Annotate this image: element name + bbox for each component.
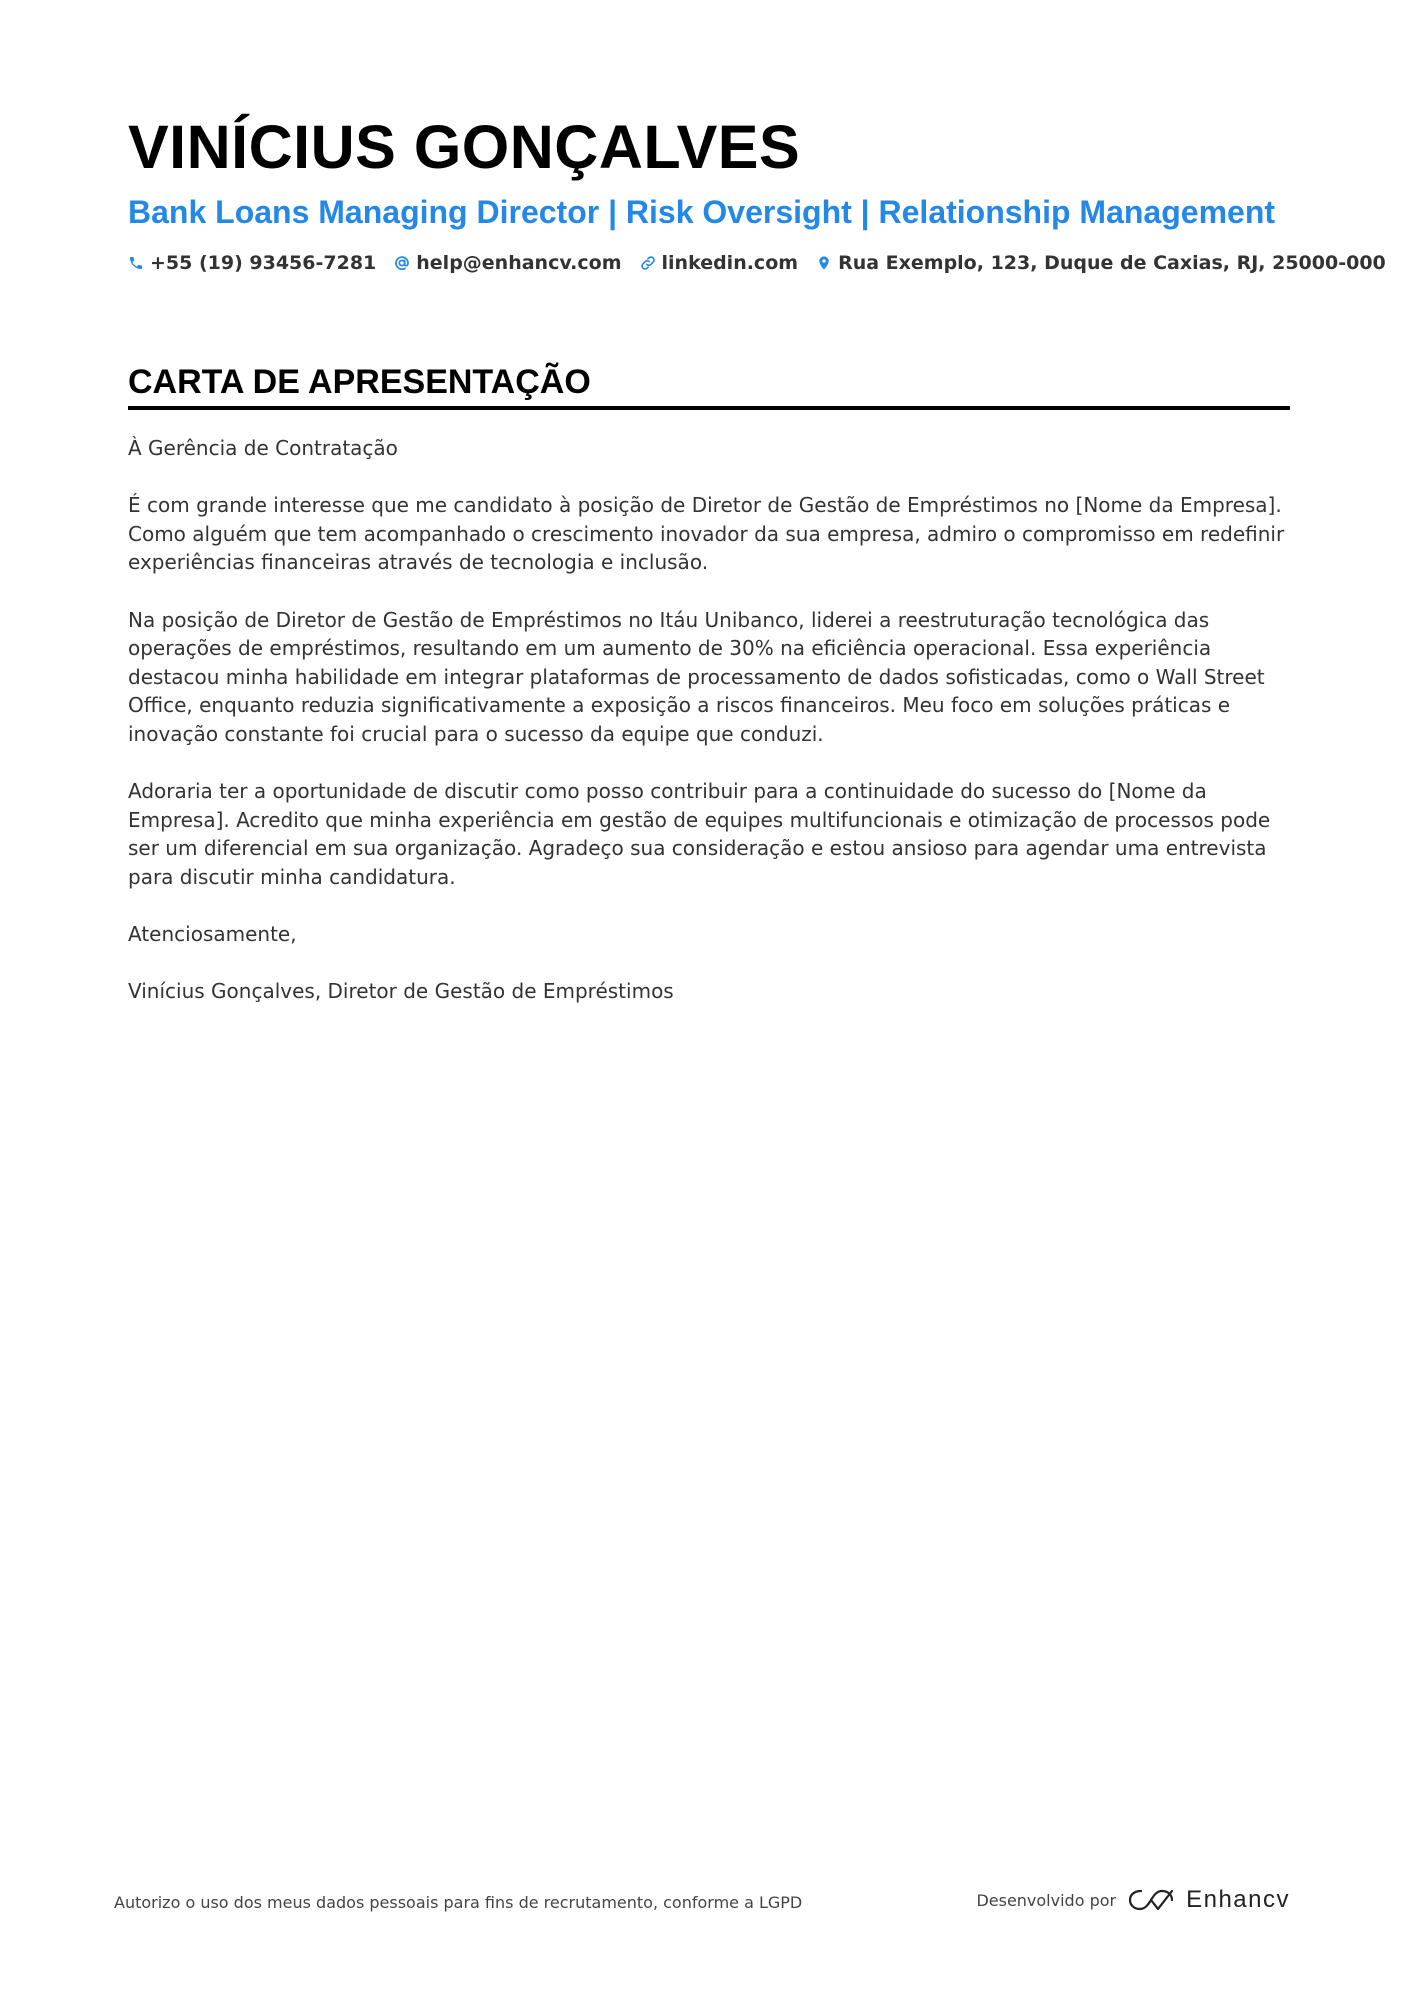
contact-address [816,252,1386,274]
contact-email-text: help@enhancv.com [416,252,622,274]
candidate-name: VINÍCIUS GONÇALVES [128,113,801,181]
consent-note: Autorizo o uso dos meus dados pessoais para fins de recrutamento, conforme a LGPD [114,1893,803,1912]
contact-email[interactable] [394,252,621,274]
section-title: CARTA DE APRESENTAÇÃO [128,360,1290,410]
at-icon [394,255,410,271]
cover-letter-page [128,112,1386,1034]
location-pin-icon [816,255,832,271]
professional-headline: Bank Loans Managing Director | Risk Oversight | Relationship Management [128,194,1276,230]
enhancv-logo-icon [1128,1887,1174,1913]
contact-bar [128,252,1386,274]
powered-by[interactable] [976,1886,1290,1914]
phone-icon [128,255,144,271]
contact-linkedin-text: linkedin.com [661,252,799,274]
letter-salutation: À Gerência de Contratação [128,436,398,460]
letter-body [128,434,1290,1006]
letter-signature: Vinícius Gonçalves, Diretor de Gestão de Empréstimos [128,979,674,1004]
contact-linkedin[interactable] [640,252,799,274]
contact-phone-text: +55 (19) 93456-7281 [150,252,377,274]
enhancv-brand: Enhancv [1186,1886,1290,1913]
contact-address-text: Rua Exemplo, 123, Duque de Caxias, RJ, 25000-000 [838,252,1386,274]
contact-phone[interactable] [128,252,376,274]
letter-closing: Atenciosamente, [128,922,297,947]
link-icon [640,255,656,271]
letter-paragraph: Adoraria ter a oportunidade de discutir como posso contribuir para a continuidade do sucesso do [Nome da Empresa]. Acredito que minha experiência em gestão de equipes multifuncionais e otimização de processos pode ser um diferencial em sua organização. Agradeço sua consideração e estou ansioso para agendar uma entrevista para discutir minha candidatura. [128,779,1271,889]
letter-paragraph: É com grande interesse que me candidato à posição de Diretor de Gestão de Empréstimos no [Nome da Empresa]. Como alguém que tem acompanhado o crescimento inovador da sua empresa, admiro o compromisso em redefinir experiências financeiras através de tecnologia e inclusão. [128,493,1285,575]
powered-by-label: Desenvolvido por [976,1890,1117,1910]
letter-paragraph: Na posição de Diretor de Gestão de Empréstimos no Itáu Unibanco, liderei a reestruturação tecnológica das operações de empréstimos, resultando em um aumento de 30% na eficiência operacional. Essa experiência destacou minha habilidade em integrar plataformas de processamento de dados sofisticadas, como o Wall Street Office, enquanto reduzia significativamente a exposição a riscos financeiros. Meu foco em soluções práticas e inovação constante foi crucial para o sucesso da equipe que conduzi. [128,607,1265,746]
